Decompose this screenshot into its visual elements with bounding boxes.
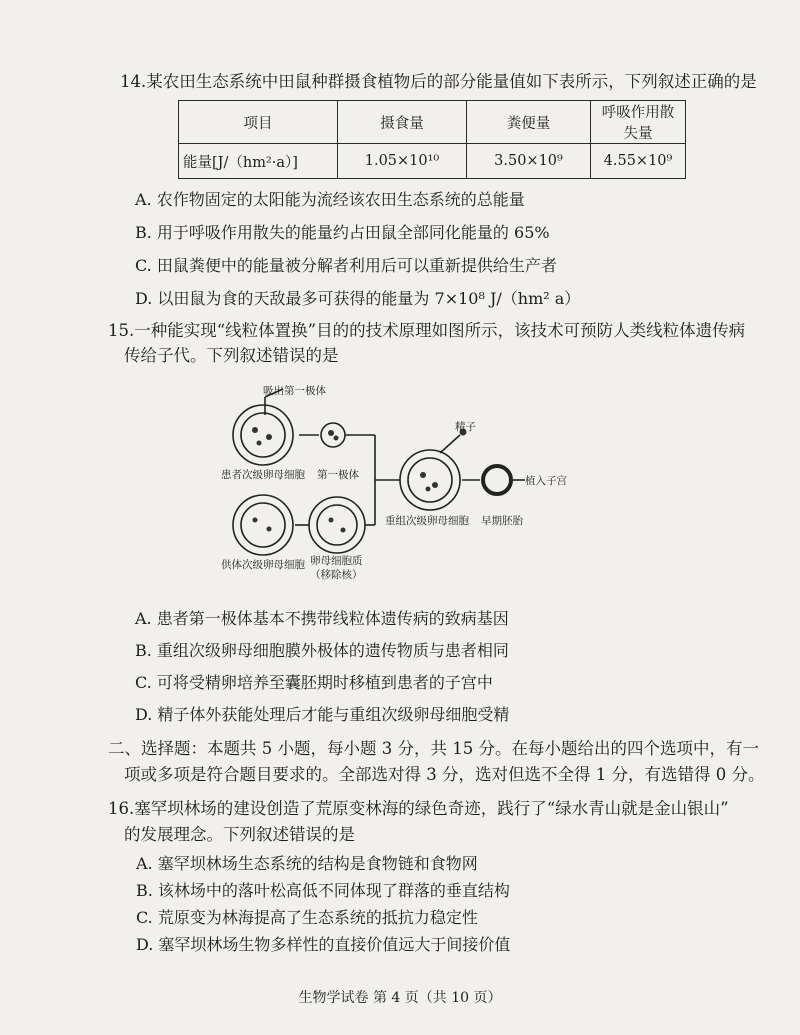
table-cell: 1.05×10¹⁰ <box>338 144 467 179</box>
oocyte-cytoplasm-inner <box>317 505 357 545</box>
table-header: 粪便量 <box>467 101 591 144</box>
label-sperm: 精子 <box>455 421 476 433</box>
table-row-label: 能量[J/（hm²·a）] <box>179 144 338 179</box>
table-header: 呼吸作用散失量 <box>591 101 686 144</box>
q15-stem-line1: 15.一种能实现“线粒体置换”目的的技术原理如图所示，该技术可预防人类线粒体遗传病 <box>108 321 746 340</box>
q15-option-d: D. 精子体外获能处理后才能与重组次级卵母细胞受精 <box>135 705 510 724</box>
label-implant: 植入子宫 <box>525 475 567 487</box>
section2-line1: 二、选择题：本题共 5 小题，每小题 3 分，共 15 分。在每小题给出的四个选项中，有一 <box>108 739 759 758</box>
label-donor-oocyte: 供体次级卵母细胞 <box>221 559 305 571</box>
early-embryo-shape <box>483 466 511 494</box>
label-oocyte-cytoplasm: 卵母细胞质 <box>310 555 363 567</box>
q14-option-a: A. 农作物固定的太阳能为流经该农田生态系统的总能量 <box>135 190 525 209</box>
q15-stem-line2: 传给子代。下列叙述错误的是 <box>124 346 339 365</box>
table-row <box>179 144 686 179</box>
table-header: 项目 <box>179 101 338 144</box>
q14-stem: 14.某农田生态系统中田鼠种群摄食植物后的部分能量值如下表所示，下列叙述正确的是 <box>120 72 757 91</box>
q14-option-c: C. 田鼠粪便中的能量被分解者利用后可以重新提供给生产者 <box>135 256 557 275</box>
label-suck-polar: 吸出第一极体 <box>263 385 326 397</box>
table-cell: 3.50×10⁹ <box>467 144 591 179</box>
q14-option-b: B. 用于呼吸作用散失的能量约占田鼠全部同化能量的 65% <box>135 223 550 242</box>
q16-stem-line1: 16.塞罕坝林场的建设创造了荒原变林海的绿色奇迹，践行了“绿水青山就是金山银山” <box>108 799 729 818</box>
q15-option-a: A. 患者第一极体基本不携带线粒体遗传病的致病基因 <box>135 609 509 628</box>
diagram-drawing <box>225 385 570 585</box>
q16-stem-line2: 的发展理念。下列叙述错误的是 <box>124 825 355 844</box>
donor-oocyte-outer <box>233 495 293 555</box>
q15-option-b: B. 重组次级卵母细胞膜外极体的遗传物质与患者相同 <box>135 641 509 660</box>
q16-option-c: C. 荒原变为林海提高了生态系统的抵抗力稳定性 <box>136 908 478 927</box>
q16-option-d: D. 塞罕坝林场生物多样性的直接价值远大于间接价值 <box>136 935 511 954</box>
patient-oocyte-outer <box>233 405 293 465</box>
label-patient-oocyte: 患者次级卵母细胞 <box>221 469 305 481</box>
table-cell: 4.55×10⁹ <box>591 144 686 179</box>
label-early-embryo: 早期胚胎 <box>481 515 523 527</box>
label-polar-body: 第一极体 <box>317 469 359 481</box>
label-remove-nucleus: （移除核） <box>310 569 363 581</box>
label-reconstructed-oocyte: 重组次级卵母细胞 <box>385 515 469 527</box>
energy-table <box>178 100 686 179</box>
reconstructed-oocyte-outer <box>400 450 460 510</box>
q14-option-d: D. 以田鼠为食的天敌最多可获得的能量为 7×10⁸ J/（hm² a） <box>135 289 581 308</box>
q15-option-c: C. 可将受精卵培养至囊胚期时移植到患者的子宫中 <box>135 673 493 692</box>
table-header: 摄食量 <box>338 101 467 144</box>
q16-option-b: B. 该林场中的落叶松高低不同体现了群落的垂直结构 <box>136 881 510 900</box>
reconstructed-oocyte-inner <box>408 458 452 502</box>
q16-option-a: A. 塞罕坝林场生态系统的结构是食物链和食物网 <box>136 854 478 873</box>
mitochondrial-replacement-diagram <box>221 385 570 585</box>
page-footer: 生物学试卷 第 4 页（共 10 页） <box>298 990 502 1006</box>
donor-oocyte-inner <box>241 503 285 547</box>
patient-oocyte-inner <box>241 413 285 457</box>
section2-line2: 项或多项是符合题目要求的。全部选对得 3 分，选对但选不全得 1 分，有选错得 0 分。 <box>124 765 765 784</box>
table-header-row <box>179 101 686 144</box>
